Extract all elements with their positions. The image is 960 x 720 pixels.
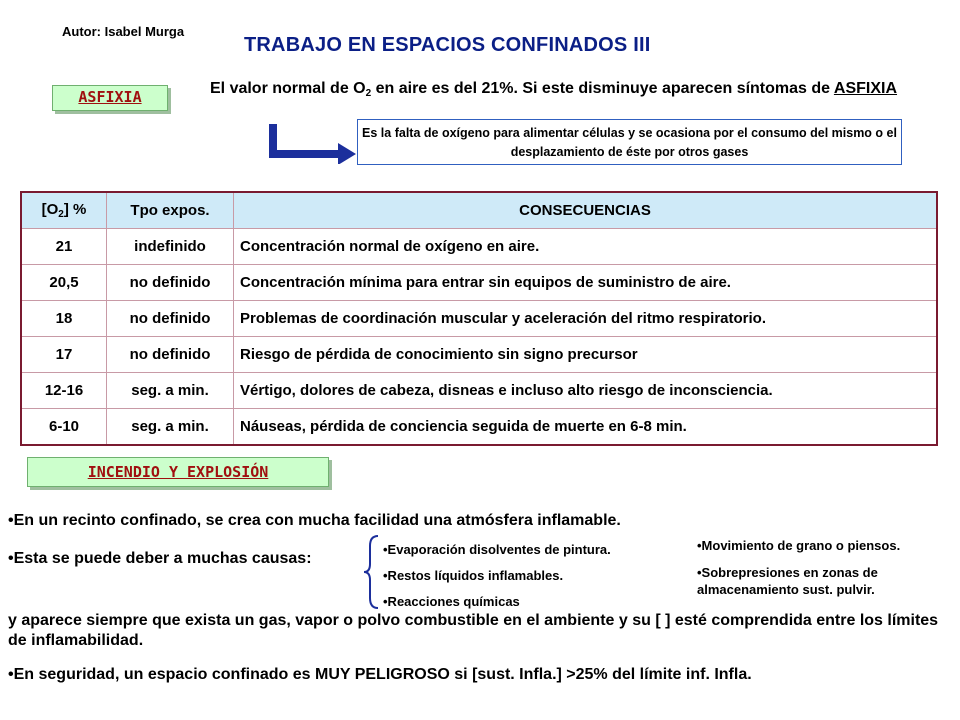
incendio-line-3: y aparece siempre que exista un gas, vapor o polvo combustible en el ambiente y su [ ] esté comprendida entre los límites de inflamabilidad. bbox=[8, 612, 939, 649]
cell-exposure-time: indefinido bbox=[107, 229, 234, 265]
table-row bbox=[21, 337, 937, 373]
header-conc-sub: 2 bbox=[58, 209, 64, 220]
incendio-line-1: •En un recinto confinado, se crea con mucha facilidad una atmósfera inflamable. bbox=[8, 512, 621, 529]
cause-item: •Movimiento de grano o piensos. bbox=[697, 538, 901, 553]
cell-consequence: Riesgo de pérdida de conocimiento sin signo precursor bbox=[234, 337, 938, 373]
cell-concentration: 20,5 bbox=[21, 265, 107, 301]
header-conc-a: [O bbox=[41, 201, 59, 218]
cause-item: •Restos líquidos inflamables. bbox=[383, 568, 564, 583]
cell-exposure-time: seg. a min. bbox=[107, 373, 234, 409]
cell-exposure-time: no definido bbox=[107, 265, 234, 301]
incendio-line-2: •Esta se puede deber a muchas causas: bbox=[8, 550, 312, 567]
header-consequences: CONSECUENCIAS bbox=[234, 192, 938, 229]
header-concentration bbox=[21, 192, 107, 229]
o2-intro-sub: 2 bbox=[365, 88, 372, 99]
asfixia-tag: ASFIXIA bbox=[52, 85, 168, 111]
o2-intro-b: en aire es del 21%. Si este disminuye aparecen síntomas de bbox=[371, 80, 834, 97]
header-exposure-time: Tpo expos. bbox=[107, 192, 234, 229]
causes-list-2 bbox=[697, 537, 959, 608]
page-title: TRABAJO EN ESPACIOS CONFINADOS III bbox=[244, 34, 651, 56]
header-conc-b: ] % bbox=[63, 201, 87, 218]
cell-concentration: 12-16 bbox=[21, 373, 107, 409]
cause-item: •Sobrepresiones en zonas de almacenamiento sust. pulvir. bbox=[697, 565, 878, 597]
left-brace-icon bbox=[362, 534, 382, 610]
table-row bbox=[21, 373, 937, 409]
cell-consequence: Náuseas, pérdida de conciencia seguida de muerte en 6-8 min. bbox=[234, 409, 938, 446]
cell-consequence: Concentración mínima para entrar sin equipos de suministro de aire. bbox=[234, 265, 938, 301]
causes-list-1 bbox=[383, 537, 611, 615]
author-label: Autor: Isabel Murga bbox=[62, 24, 185, 39]
asfixia-word: ASFIXIA bbox=[833, 80, 898, 97]
asfixia-definition: Es la falta de oxígeno para alimentar células y se ocasiona por el consumo del mismo o el desplazamiento de éste por otros gases bbox=[357, 119, 902, 165]
table-row bbox=[21, 265, 937, 301]
table-header-row bbox=[21, 192, 937, 229]
cell-consequence: Concentración normal de oxígeno en aire. bbox=[234, 229, 938, 265]
o2-intro-a: El valor normal de O bbox=[210, 80, 366, 97]
cell-concentration: 21 bbox=[21, 229, 107, 265]
cell-concentration: 6-10 bbox=[21, 409, 107, 446]
cell-consequence: Problemas de coordinación muscular y aceleración del ritmo respiratorio. bbox=[234, 301, 938, 337]
cell-exposure-time: seg. a min. bbox=[107, 409, 234, 446]
arrow-right-icon bbox=[268, 124, 358, 164]
cell-concentration: 18 bbox=[21, 301, 107, 337]
table-row bbox=[21, 229, 937, 265]
table-row bbox=[21, 301, 937, 337]
cause-item: •Reacciones químicas bbox=[383, 594, 520, 609]
cell-exposure-time: no definido bbox=[107, 337, 234, 373]
incendio-line-4: •En seguridad, un espacio confinado es MUY PELIGROSO si [sust. Infla.] >25% del límite inf. Infla. bbox=[8, 666, 752, 683]
cause-item: •Evaporación disolventes de pintura. bbox=[383, 542, 611, 557]
o2-intro-text bbox=[210, 78, 930, 104]
incendio-tag: INCENDIO Y EXPLOSIÓN bbox=[27, 457, 329, 487]
cell-concentration: 17 bbox=[21, 337, 107, 373]
table-row bbox=[21, 409, 937, 446]
cell-consequence: Vértigo, dolores de cabeza, disneas e incluso alto riesgo de inconsciencia. bbox=[234, 373, 938, 409]
cell-exposure-time: no definido bbox=[107, 301, 234, 337]
oxygen-consequences-table bbox=[20, 191, 938, 446]
